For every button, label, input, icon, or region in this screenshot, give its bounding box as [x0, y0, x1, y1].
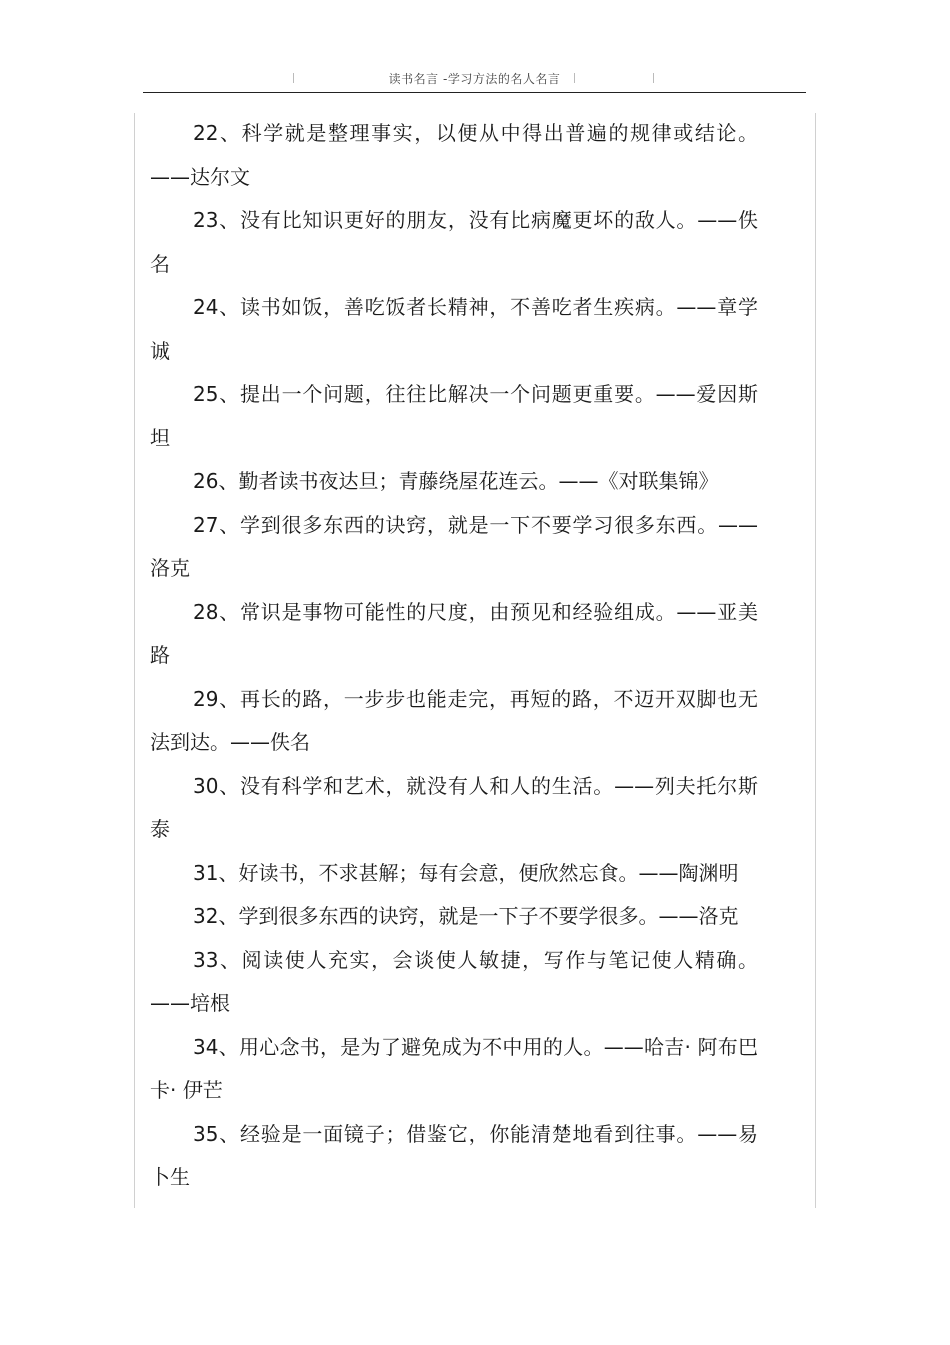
quote-32: 32、学到很多东西的诀窍，就是一下子不要学很多。——洛克: [193, 904, 739, 928]
quote-25: 25、提出一个问题，往往比解决一个问题更重要。——爱因斯坦: [150, 382, 758, 450]
quote-22: 22、科学就是整理事实，以便从中得出普遍的规律或结论。——达尔文: [150, 121, 758, 189]
header-tick-mid: [574, 73, 575, 83]
quote-35: 35、经验是一面镜子；借鉴它，你能清楚地看到往事。——易卜生: [150, 1121, 758, 1189]
quote-30: 30、没有科学和艺术，就没有人和人的生活。——列夫托尔斯泰: [150, 773, 758, 841]
header-title: 读书名言 -学习方法的名人名言: [388, 72, 561, 86]
quote-26: 26、勤者读书夜达旦；青藤绕屋花连云。——《对联集锦》: [193, 469, 719, 493]
quote-24: 24、读书如饭，善吃饭者长精神，不善吃者生疾病。——章学诚: [150, 295, 758, 363]
quote-29: 29、再长的路，一步步也能走完，再短的路，不迈开双脚也无法到达。——佚名: [150, 686, 758, 754]
quote-33: 33、阅读使人充实，会谈使人敏捷，写作与笔记使人精确。——培根: [150, 947, 758, 1015]
left-margin-line: [134, 113, 135, 1208]
header-tick-right: [653, 73, 654, 83]
quote-28: 28、常识是事物可能性的尺度，由预见和经验组成。——亚美路: [150, 599, 758, 667]
quote-27: 27、学到很多东西的诀窍，就是一下不要学习很多东西。——洛克: [150, 512, 758, 580]
page-header: [143, 62, 806, 93]
right-margin-line: [815, 113, 816, 1208]
quote-23: 23、没有比知识更好的朋友，没有比病魔更坏的敌人。——佚名: [150, 208, 758, 276]
quote-list: [150, 112, 758, 1200]
quote-31: 31、好读书，不求甚解；每有会意，便欣然忘食。——陶渊明: [193, 860, 739, 885]
quote-34: 34、用心念书，是为了避免成为不中用的人。——哈吉· 阿布巴卡· 伊芒: [150, 1034, 758, 1102]
